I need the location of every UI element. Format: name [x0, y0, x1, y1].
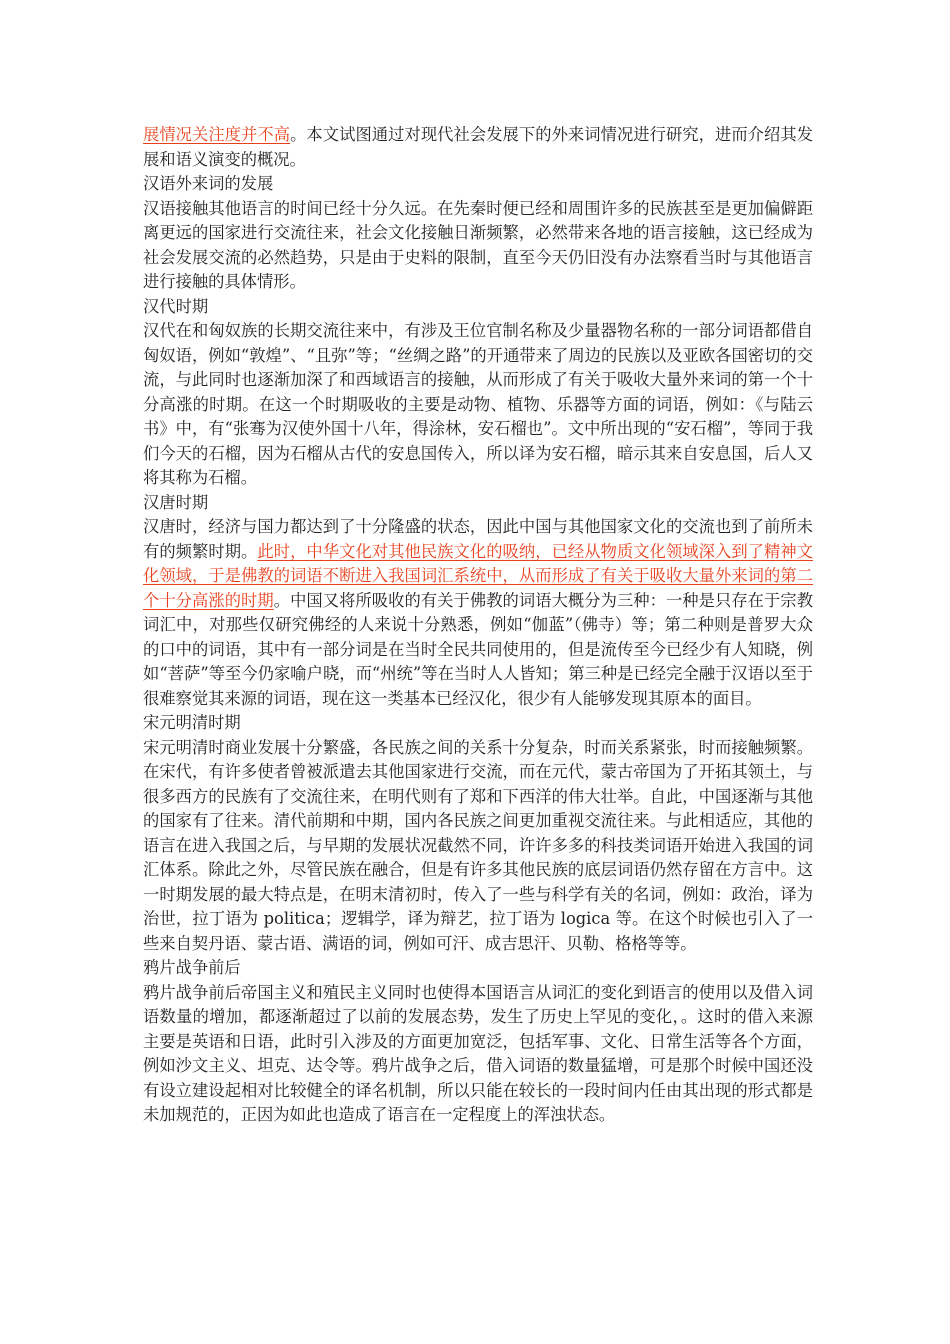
highlighted-text: 展情况关注度并不高 [143, 125, 291, 144]
heading-han-period: 汉代时期 [143, 296, 209, 316]
text-run: 。中国又将所吸收的有关于佛教的词语大概分为三种：一种是只存在于宗教词汇中，对那些仅研究佛经的人来说十分熟悉，例如“伽蓝”（佛寺）等；第二种则是普罗大众的口中的词语，其中有一部分词是在当时全民共同使用的，但是流传至今已经少有人知晓，例如“菩萨”等至今仍家喻户晓，而“州统”等在当时人人皆知；第三种是已经完全融于汉语以至于很难察觉其来源的词语，现在这一类基本已经汉化，很少有人能够发现其原本的面目。 [143, 590, 813, 708]
paragraph-song-yuan-ming-qing [143, 736, 813, 957]
text-run: 。本文试图通过对现代社会发展下的外来词情况进行研究，进而介绍其发展和语义演变的概况。 [143, 125, 813, 169]
paragraph-han-period [143, 319, 813, 491]
text-run: 汉唐时，经济与国力都达到了十分隆盛的状态，因此中国与其他国家文化的交流也到了前所未有的频繁时期。 [143, 517, 813, 561]
heading-development: 汉语外来词的发展 [143, 174, 274, 193]
paragraph-development [143, 197, 813, 295]
heading-song-yuan-ming-qing: 宋元明清时期 [143, 713, 241, 732]
heading-opium-war: 鸦片战争前后 [143, 958, 241, 977]
text-run: 汉代在和匈奴族的长期交流往来中，有涉及王位官制名称及少量器物名称的一部分词语都借自匈奴语，例如“敦煌”、“且弥”等；“丝绸之路”的开通带来了周边的民族以及亚欧各国密切的交流，与此同时也逐渐加深了和西域语言的接触，从而形成了有关于吸收大量外来词的第一个十分高涨的时期。在这一个时期吸收的主要是动物、植物、乐器等方面的词语，例如：《与陆云书》中，有“张骞为汉使外国十八年，得涂林，安石榴也”。文中所出现的“安石榴”，等同于我们今天的石榴，因为石榴从古代的安息国传入，所以译为安石榴，暗示其来自安息国，后人又将其称为石榴。 [143, 321, 813, 487]
intro-paragraph [143, 123, 813, 172]
document-page [143, 123, 813, 1128]
paragraph-han-tang-period [143, 515, 813, 711]
paragraph-opium-war [143, 981, 813, 1128]
text-run: 鸦片战争前后帝国主义和殖民主义同时也使得本国语言从词汇的变化到语言的使用以及借入词语数量的增加，都逐渐超过了以前的发展态势，发生了历史上罕见的变化，。这时的借入来源主要是英语和日语，此时引入涉及的方面更加宽泛，包括军事、文化、日常生活等各个方面，例如沙文主义、坦克、达令等。鸦片战争之后，借入词语的数量猛增，可是那个时候中国还没有设立建设起相对比较健全的译名机制，所以只能在较长的一段时间内任由其出现的形式都是未加规范的，正因为如此也造成了语言在一定程度上的浑浊状态。 [143, 982, 813, 1124]
text-run: 宋元明清时商业发展十分繁盛，各民族之间的关系十分复杂，时而关系紧张，时而接触频繁。在宋代，有许多使者曾被派遣去其他国家进行交流，而在元代，蒙古帝国为了开拓其领土，与很多西方的民族有了交流往来，在明代则有了郑和下西洋的伟大壮举。自此，中国逐渐与其他的国家有了往来。清代前期和中期，国内各民族之间更加重视交流往来。与此相适应，其他的语言在进入我国之后，与早期的发展状况截然不同，许许多多的科技类词语开始进入我国的词汇体系。除此之外，尽管民族在融合，但是有许多其他民族的底层词语仍然存留在方言中。这一时期发展的最大特点是，在明末清初时，传入了一些与科学有关的名词，例如：政治，译为治世，拉丁语为 politica；逻辑学，译为辩艺，拉丁语为 logica 等。在这个时候也引入了一些来自契丹语、蒙古语、满语的词，例如可汗、成吉思汗、贝勒、格格等等。 [143, 737, 813, 953]
highlighted-text: 此时，中华文化对其他民族文化的吸纳，已经从物质文化领域深入到了精神文化领域，于是佛教的词语不断进入我国词汇系统中，从而形成了有关于吸收大量外来词的第二个十分高涨的时期 [143, 541, 813, 610]
heading-han-tang-period: 汉唐时期 [143, 492, 209, 512]
text-run: 汉语接触其他语言的时间已经十分久远。在先秦时便已经和周围许多的民族甚至是更加偏僻距离更远的国家进行交流往来，社会文化接触日渐频繁，必然带来各地的语言接触，这已经成为社会发展交流的必然趋势，只是由于史料的限制，直至今天仍旧没有办法察看当时与其他语言进行接触的具体情形。 [143, 198, 813, 291]
